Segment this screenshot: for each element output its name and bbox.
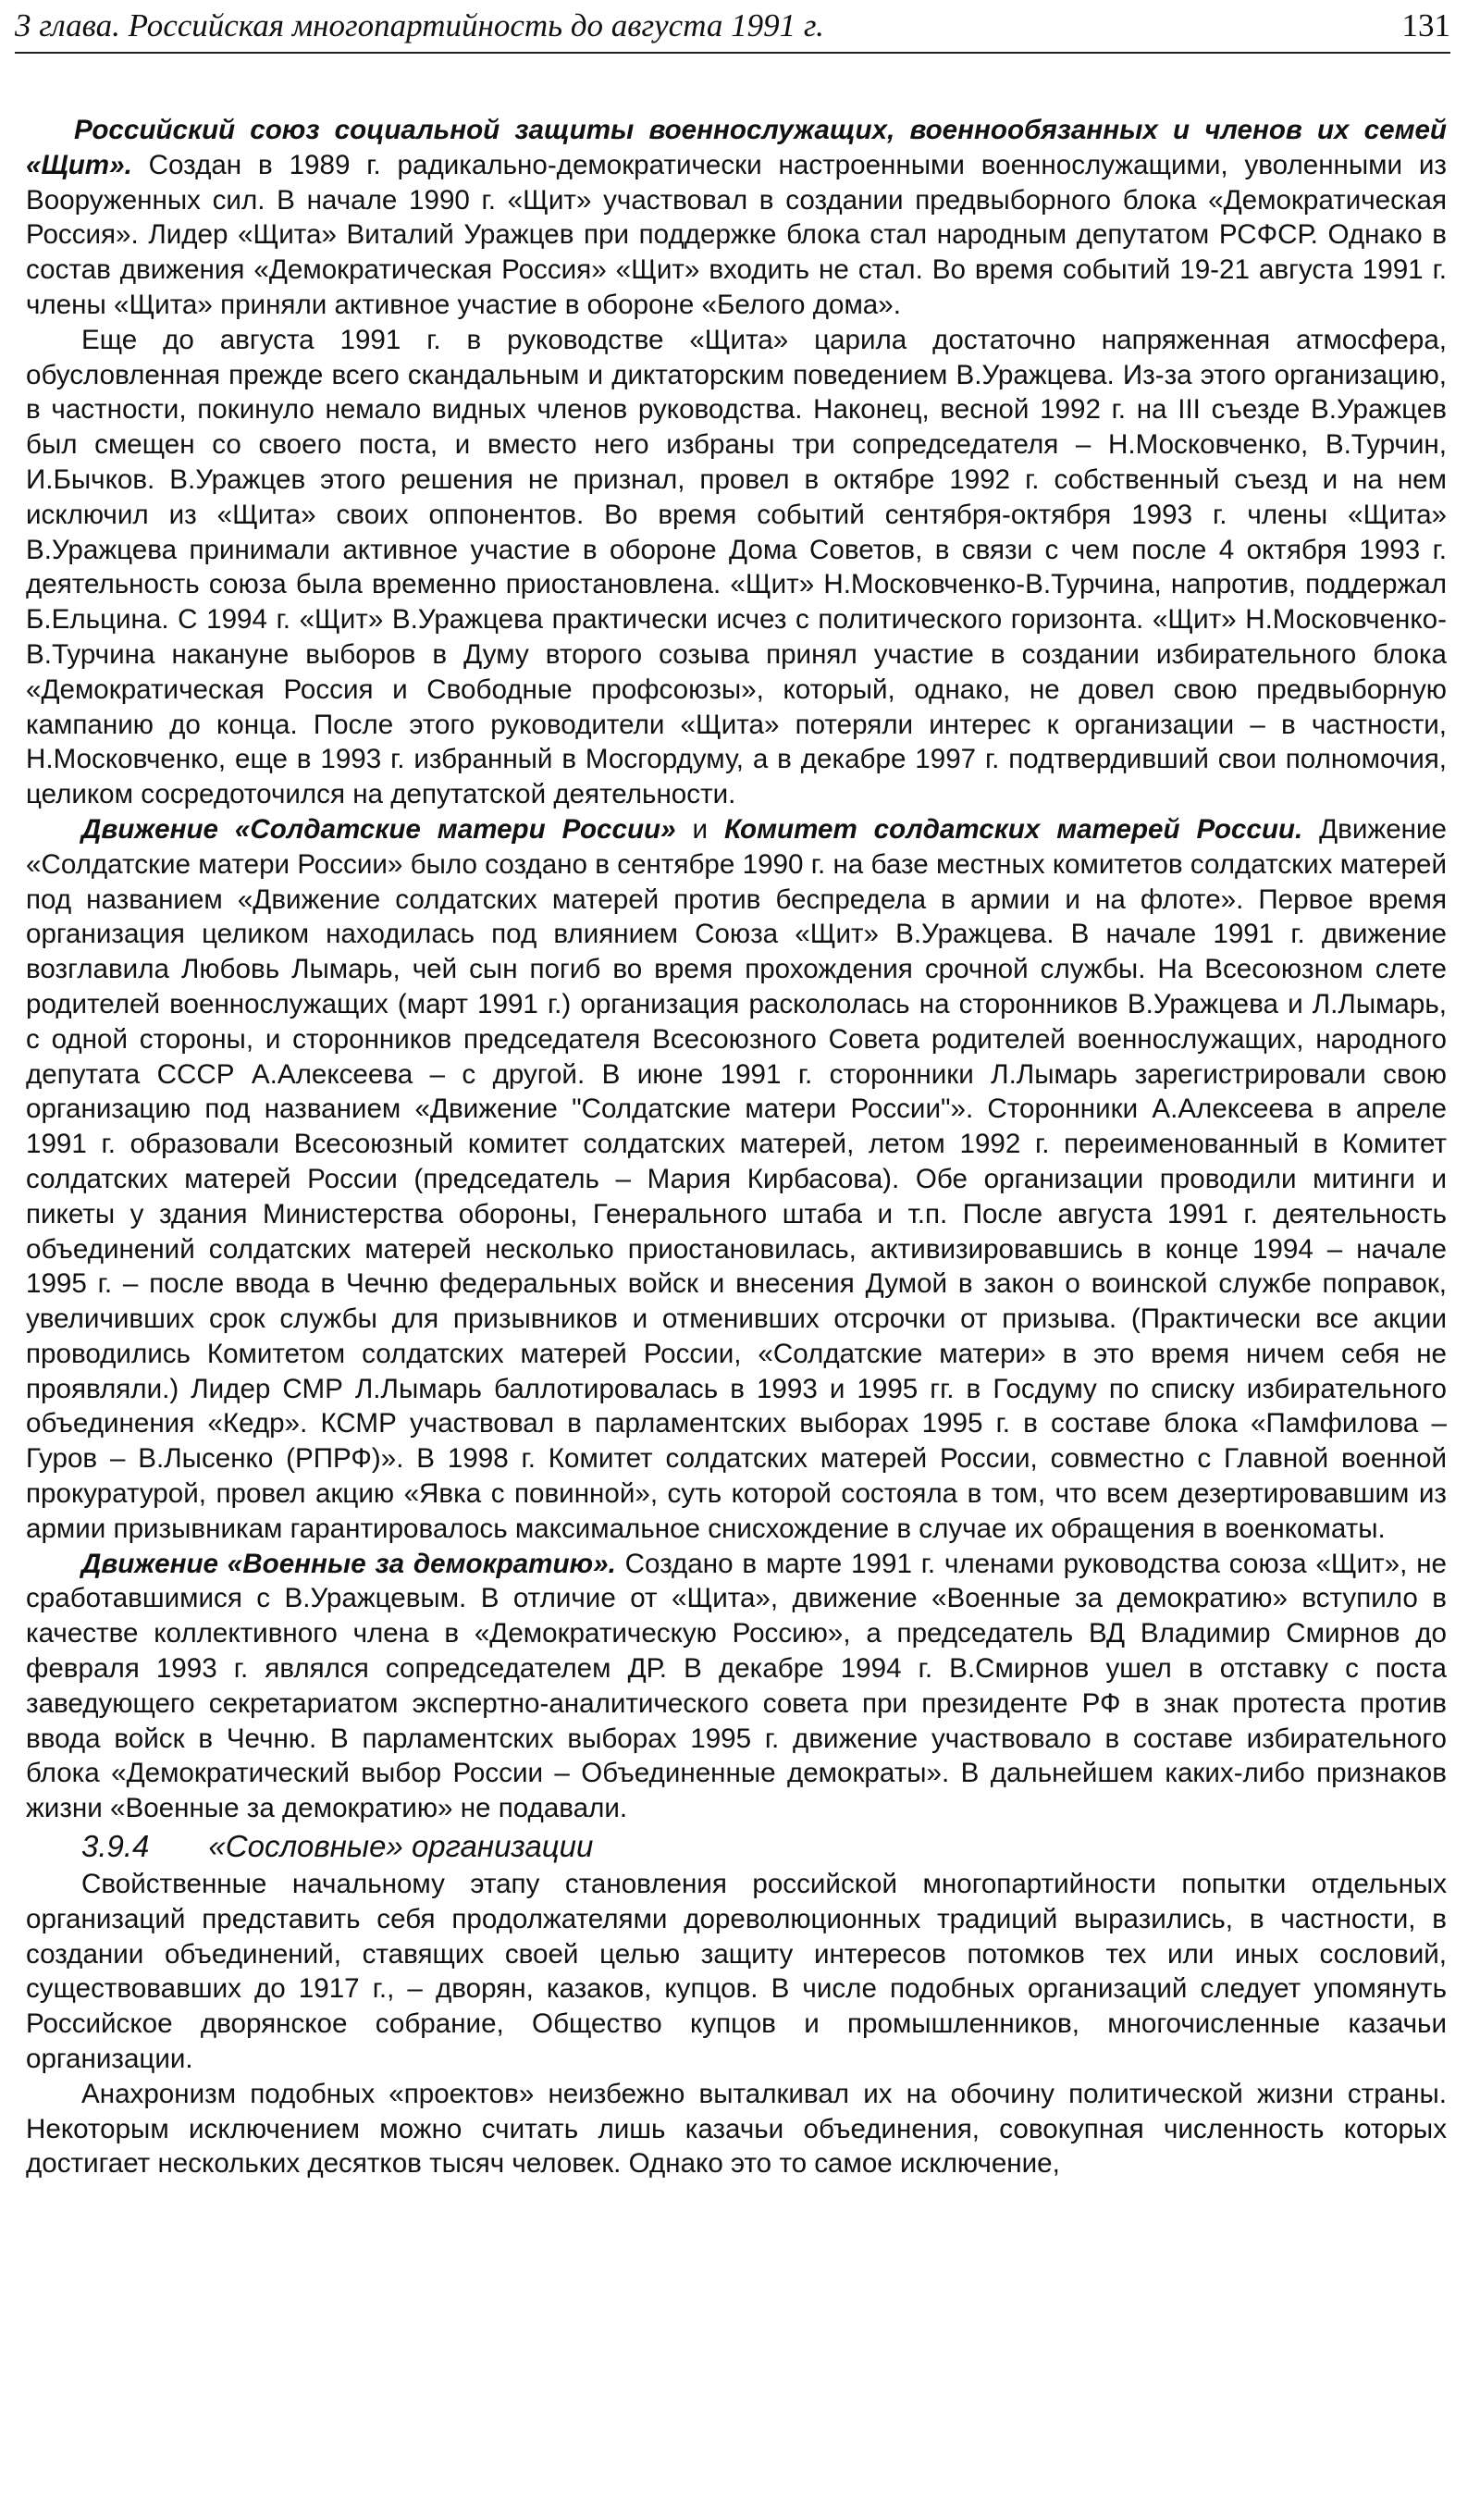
paragraph-anachronism: Анахронизм подобных «проектов» неизбежно выталкивал их на обочину политической жизни страны. Некоторым исключением можно считать лишь казачьи объединения, совокупная численность которых достигает нескольких десятков тысяч человек. Однако это то самое исключение, — [26, 2078, 1447, 2180]
section-heading — [26, 1826, 1447, 1867]
section-number: 3.9.4 — [81, 1829, 150, 1864]
paragraph-soldiers-mothers — [26, 812, 1447, 1547]
section-title: «Сословные» организации — [208, 1829, 594, 1864]
paragraph-military-for-democracy — [26, 1547, 1447, 1826]
paragraph-shchit-history: Еще до августа 1991 г. в руководстве «Щита» царила достаточно напряженная атмосфера, обусловленная прежде всего скандальным и диктаторским поведением В.Уражцева. Из-за этого организацию, в частности, покинуло немало видных членов руководства. Наконец, весной 1992 г. на III съезде В.Уражцев был смещен со своего поста, и вместо него избраны три сопредседателя – Н.Московченко, В.Турчин, И.Бычков. В.Уражцев этого решения не признал, провел в октябре 1992 г. собственный съезд и на нем исключил из «Щита» своих оппонентов. Во время событий сентября-октября 1993 г. члены «Щита» В.Уражцева принимали активное участие в обороне Дома Советов, в связи с чем после 4 октября 1993 г. деятельность союза была временно приостановлена. «Щит» Н.Московченко-В.Турчина, напротив, поддержал Б.Ельцина. С 1994 г. «Щит» В.Уражцева практически исчез с политического горизонта. «Щит» Н.Московченко-В.Турчина накануне выборов в Думу второго созыва принял участие в создании избирательного блока «Демократическая Россия и Свободные профсоюзы», который, однако, не довел свою предвыборную кампанию до конца. После этого руководители «Щита» потеряли интерес к организации – в частности, Н.Московченко, еще в 1993 г. избранный в Мосгордуму, а в декабре 1997 г. подтвердивший свои полномочия, целиком сосредоточился на депутатской деятельности. — [26, 324, 1447, 810]
document-body — [26, 113, 1447, 2181]
running-header — [15, 0, 1450, 54]
paragraph-lead: Российский союз социальной защиты военнослужащих, военнообязанных и членов их семей «Щит». — [26, 115, 1447, 180]
running-title: 3 глава. Российская многопартийность до августа 1991 г. — [15, 7, 824, 43]
paragraph-estate-organizations: Свойственные начальному этапу становления российской многопартийности попытки отдельных организаций представить себя продолжателями дореволюционных традиций выразились, в частности, в создании объединений, ставящих своей целью защиту интересов потомков тех или иных сословий, существовавших до 1917 г., – дворян, казаков, купцов. В числе подобных организаций следует упомянуть Российское дворянское собрание, Общество купцов и промышленников, многочисленные казачьи организации. — [26, 1869, 1447, 2075]
paragraph-lead: Движение «Солдатские матери России» — [81, 813, 676, 845]
paragraph-text: Движение «Солдатские матери России» было создано в сентябре 1990 г. на базе местных комитетов солдатских матерей под названием «Движение солдатских матерей против беспредела в армии и на флоте». Первое время организация целиком находилась под влиянием Союза «Щит» В.Уражцева. В начале 1991 г. движение возглавила Любовь Лымарь, чей сын погиб во время прохождения срочной службы. На Всесоюзном слете родителей военнослужащих (март 1991 г.) организация раскололась на сторонников В.Уражцева и Л.Лымарь, с одной стороны, и сторонников председателя Всесоюзного Совета родителей военнослужащих, народного депутата СССР А.Алексеева – с другой. В июне 1991 г. сторонники Л.Лымарь зарегистрировали свою организацию под названием «Движение "Солдатские матери России"». Сторонники А.Алексеева в апреле 1991 г. образовали Всесоюзный комитет солдатских матерей, летом 1992 г. переименованный в Комитет солдатских матерей России (председатель – Мария Кирбасова). Обе организации проводили митинги и пикеты у здания Министерства обороны, Генерального штаба и т.п. После августа 1991 г. деятельность объединений солдатских матерей несколько приостановилась, активизировавшись в конце 1994 – начале 1995 г. – после ввода в Чечню федеральных войск и внесения Думой в закон о воинской службе поправок, увеличивших срок службы для призывников и отменивших отсрочки от призыва. (Практически все акции проводились Комитетом солдатских матерей России, «Солдатские матери» в это время ничем себя не проявляли.) Лидер СМР Л.Лымарь баллотировалась в 1993 и 1995 гг. в Госдуму по списку избирательного объединения «Кедр». КСМР участвовал в парламентских выборах 1995 г. в составе блока «Памфилова – Гуров – В.Лысенко (РПРФ)». В 1998 г. Комитет солдатских матерей России, совместно с Главной военной прокуратурой, провел акцию «Явка с повинной», суть которой состояла в том, что всем дезертировавшим из армии призывникам гарантировалось максимальное снисхождение в случае их обращения в военкоматы. — [26, 813, 1448, 1544]
paragraph-joiner: и — [675, 813, 724, 845]
page-number: 131 — [1401, 7, 1450, 43]
paragraph-shchit — [26, 113, 1447, 323]
paragraph-text: Создано в марте 1991 г. членами руководства союза «Щит», не сработавшимися с В.Уражцевым. В отличие от «Щита», движение «Военные за демократию» вступило в качестве коллективного члена в «Демократическую Россию», а председатель ВД Владимир Смирнов до февраля 1993 г. являлся сопредседателем ДР. В декабре 1994 г. В.Смирнов ушел в отставку с поста заведующего секретариатом экспертно-аналитического совета при президенте РФ в знак протеста против ввода войск в Чечню. В парламентских выборах 1995 г. движение участвовало в составе избирательного блока «Демократический выбор России – Объединенные демократы». В дальнейшем каких-либо признаков жизни «Военные за демократию» не подавали. — [26, 1548, 1447, 1824]
paragraph-lead: Движение «Военные за демократию». — [81, 1548, 616, 1579]
paragraph-lead: Комитет солдатских матерей России. — [723, 813, 1303, 845]
paragraph-text: Создан в 1989 г. радикально-демократически настроенными военнослужащими, уволенными из Вооруженных сил. В начале 1990 г. «Щит» участвовал в создании предвыборного блока «Демократическая Россия». Лидер «Щита» Виталий Уражцев при поддержке блока стал народным депутатом РСФСР. Однако в состав движения «Демократическая Россия» «Щит» входить не стал. Во время событий 19-21 августа 1991 г. члены «Щита» приняли активное участие в обороне «Белого дома». — [26, 149, 1447, 320]
